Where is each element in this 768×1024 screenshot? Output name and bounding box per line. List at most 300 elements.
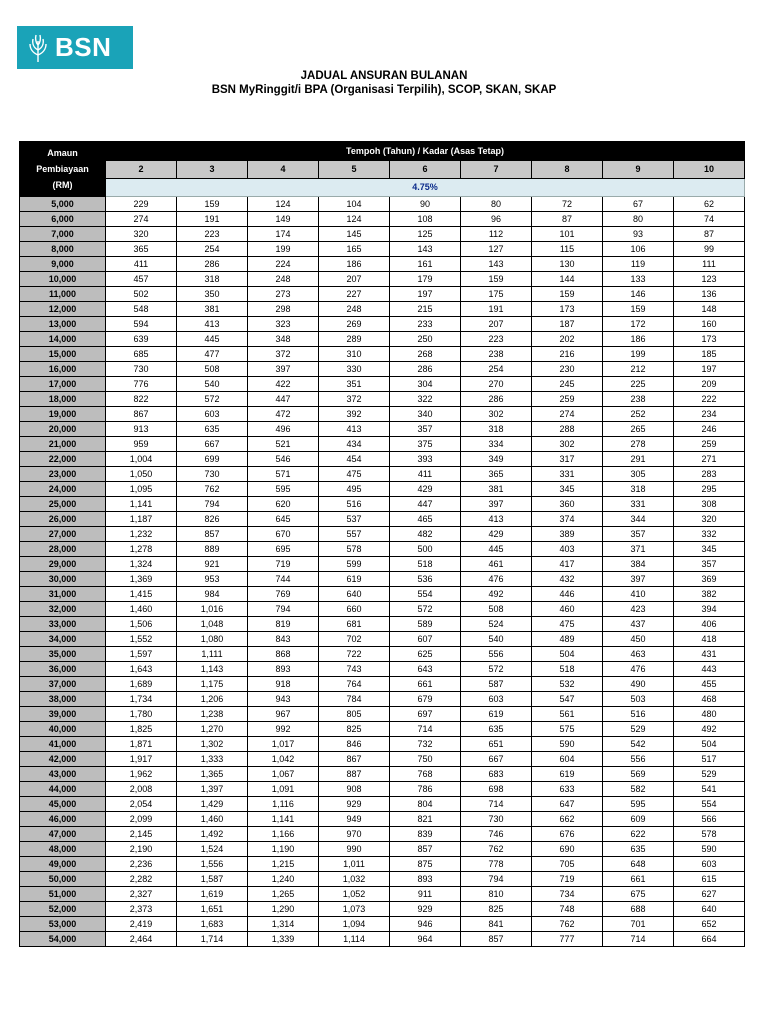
installment-cell: 730 bbox=[461, 812, 532, 827]
installment-cell: 868 bbox=[248, 647, 319, 662]
installment-cell: 804 bbox=[390, 797, 461, 812]
installment-cell: 679 bbox=[390, 692, 461, 707]
installment-cell: 365 bbox=[461, 467, 532, 482]
installment-cell: 556 bbox=[461, 647, 532, 662]
installment-cell: 867 bbox=[319, 752, 390, 767]
installment-cell: 670 bbox=[248, 527, 319, 542]
installment-cell: 875 bbox=[390, 857, 461, 872]
table-row bbox=[20, 752, 745, 767]
installment-cell: 298 bbox=[248, 302, 319, 317]
installment-cell: 734 bbox=[532, 887, 603, 902]
installment-cell: 542 bbox=[603, 737, 674, 752]
amount-cell: 37,000 bbox=[20, 677, 106, 692]
year-header-row bbox=[20, 161, 745, 179]
installment-cell: 74 bbox=[674, 212, 745, 227]
installment-cell: 536 bbox=[390, 572, 461, 587]
installment-cell: 199 bbox=[248, 242, 319, 257]
installment-cell: 173 bbox=[674, 332, 745, 347]
installment-cell: 516 bbox=[603, 707, 674, 722]
amount-cell: 47,000 bbox=[20, 827, 106, 842]
installment-cell: 186 bbox=[603, 332, 674, 347]
table-row bbox=[20, 617, 745, 632]
installment-cell: 159 bbox=[532, 287, 603, 302]
amount-cell: 42,000 bbox=[20, 752, 106, 767]
installment-cell: 575 bbox=[532, 722, 603, 737]
installment-cell: 447 bbox=[390, 497, 461, 512]
installment-cell: 119 bbox=[603, 257, 674, 272]
installment-cell: 685 bbox=[106, 347, 177, 362]
installment-cell: 496 bbox=[248, 422, 319, 437]
installment-cell: 1,460 bbox=[177, 812, 248, 827]
installment-cell: 867 bbox=[106, 407, 177, 422]
amount-header-line: Pembiayaan bbox=[36, 164, 89, 174]
installment-cell: 259 bbox=[674, 437, 745, 452]
table-row bbox=[20, 857, 745, 872]
installment-cell: 268 bbox=[390, 347, 461, 362]
table-row bbox=[20, 797, 745, 812]
installment-cell: 594 bbox=[106, 317, 177, 332]
installment-cell: 778 bbox=[461, 857, 532, 872]
installment-cell: 207 bbox=[319, 272, 390, 287]
amount-cell: 33,000 bbox=[20, 617, 106, 632]
table-row bbox=[20, 407, 745, 422]
amount-cell: 54,000 bbox=[20, 932, 106, 947]
amount-cell: 7,000 bbox=[20, 227, 106, 242]
installment-cell: 554 bbox=[674, 797, 745, 812]
installment-cell: 2,327 bbox=[106, 887, 177, 902]
installment-cell: 223 bbox=[177, 227, 248, 242]
amount-cell: 43,000 bbox=[20, 767, 106, 782]
installment-cell: 647 bbox=[532, 797, 603, 812]
installment-cell: 633 bbox=[532, 782, 603, 797]
amount-cell: 8,000 bbox=[20, 242, 106, 257]
installment-cell: 1,917 bbox=[106, 752, 177, 767]
table-row bbox=[20, 842, 745, 857]
installment-cell: 468 bbox=[674, 692, 745, 707]
installment-cell: 1,278 bbox=[106, 542, 177, 557]
amount-cell: 49,000 bbox=[20, 857, 106, 872]
table-row bbox=[20, 677, 745, 692]
installment-cell: 489 bbox=[532, 632, 603, 647]
installment-cell: 148 bbox=[674, 302, 745, 317]
amount-cell: 32,000 bbox=[20, 602, 106, 617]
table-row bbox=[20, 212, 745, 227]
installment-cell: 532 bbox=[532, 677, 603, 692]
installment-cell: 786 bbox=[390, 782, 461, 797]
installment-cell: 454 bbox=[319, 452, 390, 467]
installment-cell: 675 bbox=[603, 887, 674, 902]
installment-cell: 246 bbox=[674, 422, 745, 437]
installment-cell: 238 bbox=[461, 347, 532, 362]
installment-cell: 143 bbox=[390, 242, 461, 257]
installment-cell: 826 bbox=[177, 512, 248, 527]
installment-cell: 1,116 bbox=[248, 797, 319, 812]
amount-cell: 46,000 bbox=[20, 812, 106, 827]
installment-cell: 418 bbox=[674, 632, 745, 647]
installment-cell: 777 bbox=[532, 932, 603, 947]
installment-cell: 1,597 bbox=[106, 647, 177, 662]
installment-cell: 197 bbox=[674, 362, 745, 377]
amount-cell: 25,000 bbox=[20, 497, 106, 512]
installment-cell: 259 bbox=[532, 392, 603, 407]
installment-cell: 250 bbox=[390, 332, 461, 347]
table-row bbox=[20, 632, 745, 647]
installment-cell: 323 bbox=[248, 317, 319, 332]
year-header-cell: 6 bbox=[390, 161, 461, 179]
installment-cell: 357 bbox=[390, 422, 461, 437]
installment-cell: 357 bbox=[603, 527, 674, 542]
installment-cell: 911 bbox=[390, 887, 461, 902]
installment-cell: 1,689 bbox=[106, 677, 177, 692]
installment-cell: 540 bbox=[461, 632, 532, 647]
installment-cell: 1,524 bbox=[177, 842, 248, 857]
installment-cell: 625 bbox=[390, 647, 461, 662]
installment-cell: 490 bbox=[603, 677, 674, 692]
installment-cell: 541 bbox=[674, 782, 745, 797]
table-row bbox=[20, 767, 745, 782]
table-row bbox=[20, 197, 745, 212]
installment-cell: 330 bbox=[319, 362, 390, 377]
installment-cell: 320 bbox=[674, 512, 745, 527]
installment-cell: 695 bbox=[248, 542, 319, 557]
installment-cell: 133 bbox=[603, 272, 674, 287]
installment-cell: 959 bbox=[106, 437, 177, 452]
amount-cell: 52,000 bbox=[20, 902, 106, 917]
installment-cell: 676 bbox=[532, 827, 603, 842]
installment-cell: 561 bbox=[532, 707, 603, 722]
installment-cell: 159 bbox=[603, 302, 674, 317]
installment-cell: 230 bbox=[532, 362, 603, 377]
installment-cell: 234 bbox=[674, 407, 745, 422]
installment-cell: 516 bbox=[319, 497, 390, 512]
installment-cell: 1,011 bbox=[319, 857, 390, 872]
installment-cell: 265 bbox=[603, 422, 674, 437]
installment-cell: 748 bbox=[532, 902, 603, 917]
installment-cell: 227 bbox=[319, 287, 390, 302]
amount-cell: 26,000 bbox=[20, 512, 106, 527]
table-row bbox=[20, 872, 745, 887]
table-row bbox=[20, 662, 745, 677]
installment-cell: 762 bbox=[461, 842, 532, 857]
installment-cell: 732 bbox=[390, 737, 461, 752]
installment-cell: 1,042 bbox=[248, 752, 319, 767]
installment-cell: 476 bbox=[461, 572, 532, 587]
amount-cell: 11,000 bbox=[20, 287, 106, 302]
installment-cell: 413 bbox=[319, 422, 390, 437]
installment-cell: 344 bbox=[603, 512, 674, 527]
installment-cell: 683 bbox=[461, 767, 532, 782]
page-title: JADUAL ANSURAN BULANAN bbox=[300, 70, 468, 82]
installment-cell: 1,206 bbox=[177, 692, 248, 707]
installment-cell: 423 bbox=[603, 602, 674, 617]
installment-cell: 245 bbox=[532, 377, 603, 392]
installment-cell: 349 bbox=[461, 452, 532, 467]
installment-cell: 1,506 bbox=[106, 617, 177, 632]
year-header-cell: 8 bbox=[532, 161, 603, 179]
installment-cell: 331 bbox=[603, 497, 674, 512]
installment-cell: 603 bbox=[461, 692, 532, 707]
installment-cell: 1,114 bbox=[319, 932, 390, 947]
installment-cell: 269 bbox=[319, 317, 390, 332]
installment-cell: 953 bbox=[177, 572, 248, 587]
amount-cell: 23,000 bbox=[20, 467, 106, 482]
installment-cell: 1,333 bbox=[177, 752, 248, 767]
table-row bbox=[20, 482, 745, 497]
installment-cell: 111 bbox=[674, 257, 745, 272]
table-row bbox=[20, 287, 745, 302]
installment-cell: 67 bbox=[603, 197, 674, 212]
year-header-cell: 10 bbox=[674, 161, 745, 179]
installment-cell: 492 bbox=[461, 587, 532, 602]
installment-cell: 843 bbox=[248, 632, 319, 647]
installment-cell: 187 bbox=[532, 317, 603, 332]
page-subtitle: BSN MyRinggit/i BPA (Organisasi Terpilih), SCOP, SKAN, SKAP bbox=[211, 84, 557, 96]
installment-cell: 371 bbox=[603, 542, 674, 557]
installment-cell: 521 bbox=[248, 437, 319, 452]
installment-cell: 547 bbox=[532, 692, 603, 707]
installment-cell: 149 bbox=[248, 212, 319, 227]
amount-cell: 24,000 bbox=[20, 482, 106, 497]
table-row bbox=[20, 227, 745, 242]
installment-cell: 455 bbox=[674, 677, 745, 692]
installment-cell: 921 bbox=[177, 557, 248, 572]
installment-cell: 794 bbox=[177, 497, 248, 512]
installment-cell: 529 bbox=[674, 767, 745, 782]
installment-cell: 492 bbox=[674, 722, 745, 737]
installment-cell: 403 bbox=[532, 542, 603, 557]
installment-cell: 857 bbox=[390, 842, 461, 857]
installment-cell: 1,365 bbox=[177, 767, 248, 782]
amount-cell: 13,000 bbox=[20, 317, 106, 332]
installment-cell: 2,054 bbox=[106, 797, 177, 812]
installment-cell: 508 bbox=[177, 362, 248, 377]
installment-cell: 1,780 bbox=[106, 707, 177, 722]
installment-cell: 688 bbox=[603, 902, 674, 917]
installment-cell: 1,187 bbox=[106, 512, 177, 527]
installment-cell: 769 bbox=[248, 587, 319, 602]
installment-cell: 1,962 bbox=[106, 767, 177, 782]
year-header-cell: 9 bbox=[603, 161, 674, 179]
installment-cell: 115 bbox=[532, 242, 603, 257]
installment-cell: 595 bbox=[603, 797, 674, 812]
installment-cell: 590 bbox=[674, 842, 745, 857]
installment-cell: 185 bbox=[674, 347, 745, 362]
installment-cell: 1,143 bbox=[177, 662, 248, 677]
installment-cell: 1,232 bbox=[106, 527, 177, 542]
installment-cell: 1,073 bbox=[319, 902, 390, 917]
amount-cell: 22,000 bbox=[20, 452, 106, 467]
installment-cell: 465 bbox=[390, 512, 461, 527]
table-row bbox=[20, 347, 745, 362]
amount-cell: 16,000 bbox=[20, 362, 106, 377]
installment-cell: 893 bbox=[390, 872, 461, 887]
table-row bbox=[20, 512, 745, 527]
installment-cell: 252 bbox=[603, 407, 674, 422]
tree-icon bbox=[27, 33, 49, 63]
installment-cell: 627 bbox=[674, 887, 745, 902]
amount-cell: 51,000 bbox=[20, 887, 106, 902]
installment-cell: 609 bbox=[603, 812, 674, 827]
installment-cell: 160 bbox=[674, 317, 745, 332]
installment-cell: 446 bbox=[532, 587, 603, 602]
installment-cell: 125 bbox=[390, 227, 461, 242]
installment-cell: 288 bbox=[532, 422, 603, 437]
installment-cell: 548 bbox=[106, 302, 177, 317]
installment-cell: 1,552 bbox=[106, 632, 177, 647]
table-row bbox=[20, 647, 745, 662]
installment-cell: 274 bbox=[532, 407, 603, 422]
installment-cell: 2,190 bbox=[106, 842, 177, 857]
amount-cell: 30,000 bbox=[20, 572, 106, 587]
installment-cell: 222 bbox=[674, 392, 745, 407]
installment-cell: 1,166 bbox=[248, 827, 319, 842]
installment-cell: 445 bbox=[177, 332, 248, 347]
installment-cell: 161 bbox=[390, 257, 461, 272]
installment-cell: 821 bbox=[390, 812, 461, 827]
installment-cell: 1,734 bbox=[106, 692, 177, 707]
installment-cell: 1,265 bbox=[248, 887, 319, 902]
installment-cell: 984 bbox=[177, 587, 248, 602]
installment-cell: 87 bbox=[532, 212, 603, 227]
table-row bbox=[20, 887, 745, 902]
installment-cell: 556 bbox=[603, 752, 674, 767]
table-row bbox=[20, 422, 745, 437]
table-row bbox=[20, 917, 745, 932]
table-row bbox=[20, 527, 745, 542]
amount-cell: 18,000 bbox=[20, 392, 106, 407]
installment-cell: 238 bbox=[603, 392, 674, 407]
installment-cell: 805 bbox=[319, 707, 390, 722]
table-row bbox=[20, 497, 745, 512]
installment-cell: 893 bbox=[248, 662, 319, 677]
installment-cell: 450 bbox=[603, 632, 674, 647]
installment-cell: 104 bbox=[319, 197, 390, 212]
installment-cell: 270 bbox=[461, 377, 532, 392]
installment-cell: 254 bbox=[177, 242, 248, 257]
installment-cell: 397 bbox=[603, 572, 674, 587]
tempoh-header: Tempoh (Tahun) / Kadar (Asas Tetap) bbox=[106, 142, 745, 161]
table-row bbox=[20, 602, 745, 617]
installment-cell: 389 bbox=[532, 527, 603, 542]
installment-cell: 661 bbox=[390, 677, 461, 692]
installment-cell: 1,314 bbox=[248, 917, 319, 932]
installment-cell: 457 bbox=[106, 272, 177, 287]
installment-cell: 1,175 bbox=[177, 677, 248, 692]
installment-cell: 946 bbox=[390, 917, 461, 932]
installment-cell: 360 bbox=[532, 497, 603, 512]
installment-cell: 1,095 bbox=[106, 482, 177, 497]
installment-cell: 112 bbox=[461, 227, 532, 242]
table-row bbox=[20, 692, 745, 707]
installment-cell: 794 bbox=[248, 602, 319, 617]
installment-cell: 949 bbox=[319, 812, 390, 827]
table-row bbox=[20, 542, 745, 557]
installment-cell: 582 bbox=[603, 782, 674, 797]
installment-cell: 822 bbox=[106, 392, 177, 407]
installment-cell: 1,339 bbox=[248, 932, 319, 947]
installment-cell: 569 bbox=[603, 767, 674, 782]
year-header-cell: 7 bbox=[461, 161, 532, 179]
installment-cell: 422 bbox=[248, 377, 319, 392]
installment-cell: 345 bbox=[674, 542, 745, 557]
installment-cell: 635 bbox=[461, 722, 532, 737]
table-row bbox=[20, 467, 745, 482]
installment-cell: 143 bbox=[461, 257, 532, 272]
installment-cell: 967 bbox=[248, 707, 319, 722]
installment-cell: 286 bbox=[461, 392, 532, 407]
table-row bbox=[20, 377, 745, 392]
installment-cell: 136 bbox=[674, 287, 745, 302]
installment-cell: 417 bbox=[532, 557, 603, 572]
table-row bbox=[20, 437, 745, 452]
amount-cell: 53,000 bbox=[20, 917, 106, 932]
amount-cell: 35,000 bbox=[20, 647, 106, 662]
amount-cell: 40,000 bbox=[20, 722, 106, 737]
installment-cell: 477 bbox=[177, 347, 248, 362]
installment-cell: 437 bbox=[603, 617, 674, 632]
installment-cell: 784 bbox=[319, 692, 390, 707]
installment-cell: 662 bbox=[532, 812, 603, 827]
installment-cell: 374 bbox=[532, 512, 603, 527]
year-header-cell: 4 bbox=[248, 161, 319, 179]
installment-cell: 1,683 bbox=[177, 917, 248, 932]
installment-cell: 145 bbox=[319, 227, 390, 242]
amount-cell: 41,000 bbox=[20, 737, 106, 752]
installment-cell: 841 bbox=[461, 917, 532, 932]
installment-cell: 87 bbox=[674, 227, 745, 242]
installment-cell: 699 bbox=[177, 452, 248, 467]
installment-cell: 397 bbox=[461, 497, 532, 512]
installment-cell: 540 bbox=[177, 377, 248, 392]
installment-cell: 304 bbox=[390, 377, 461, 392]
installment-cell: 372 bbox=[248, 347, 319, 362]
installment-cell: 308 bbox=[674, 497, 745, 512]
installment-cell: 224 bbox=[248, 257, 319, 272]
installment-cell: 810 bbox=[461, 887, 532, 902]
installment-cell: 429 bbox=[390, 482, 461, 497]
installment-cell: 1,290 bbox=[248, 902, 319, 917]
installment-cell: 302 bbox=[532, 437, 603, 452]
installment-cell: 1,052 bbox=[319, 887, 390, 902]
installment-cell: 546 bbox=[248, 452, 319, 467]
installment-cell: 635 bbox=[603, 842, 674, 857]
installment-cell: 350 bbox=[177, 287, 248, 302]
installment-cell: 334 bbox=[461, 437, 532, 452]
installment-cell: 302 bbox=[461, 407, 532, 422]
table-row bbox=[20, 272, 745, 287]
table-row bbox=[20, 557, 745, 572]
installment-cell: 502 bbox=[106, 287, 177, 302]
table-row bbox=[20, 317, 745, 332]
table-row bbox=[20, 452, 745, 467]
installment-cell: 635 bbox=[177, 422, 248, 437]
installment-cell: 1,651 bbox=[177, 902, 248, 917]
installment-cell: 714 bbox=[461, 797, 532, 812]
installment-cell: 2,464 bbox=[106, 932, 177, 947]
installment-cell: 1,240 bbox=[248, 872, 319, 887]
installment-cell: 1,415 bbox=[106, 587, 177, 602]
installment-cell: 620 bbox=[248, 497, 319, 512]
installment-cell: 504 bbox=[674, 737, 745, 752]
installment-cell: 225 bbox=[603, 377, 674, 392]
table-row bbox=[20, 782, 745, 797]
amount-cell: 50,000 bbox=[20, 872, 106, 887]
installment-cell: 681 bbox=[319, 617, 390, 632]
installment-cell: 887 bbox=[319, 767, 390, 782]
installment-cell: 2,145 bbox=[106, 827, 177, 842]
installment-cell: 476 bbox=[603, 662, 674, 677]
installment-cell: 992 bbox=[248, 722, 319, 737]
